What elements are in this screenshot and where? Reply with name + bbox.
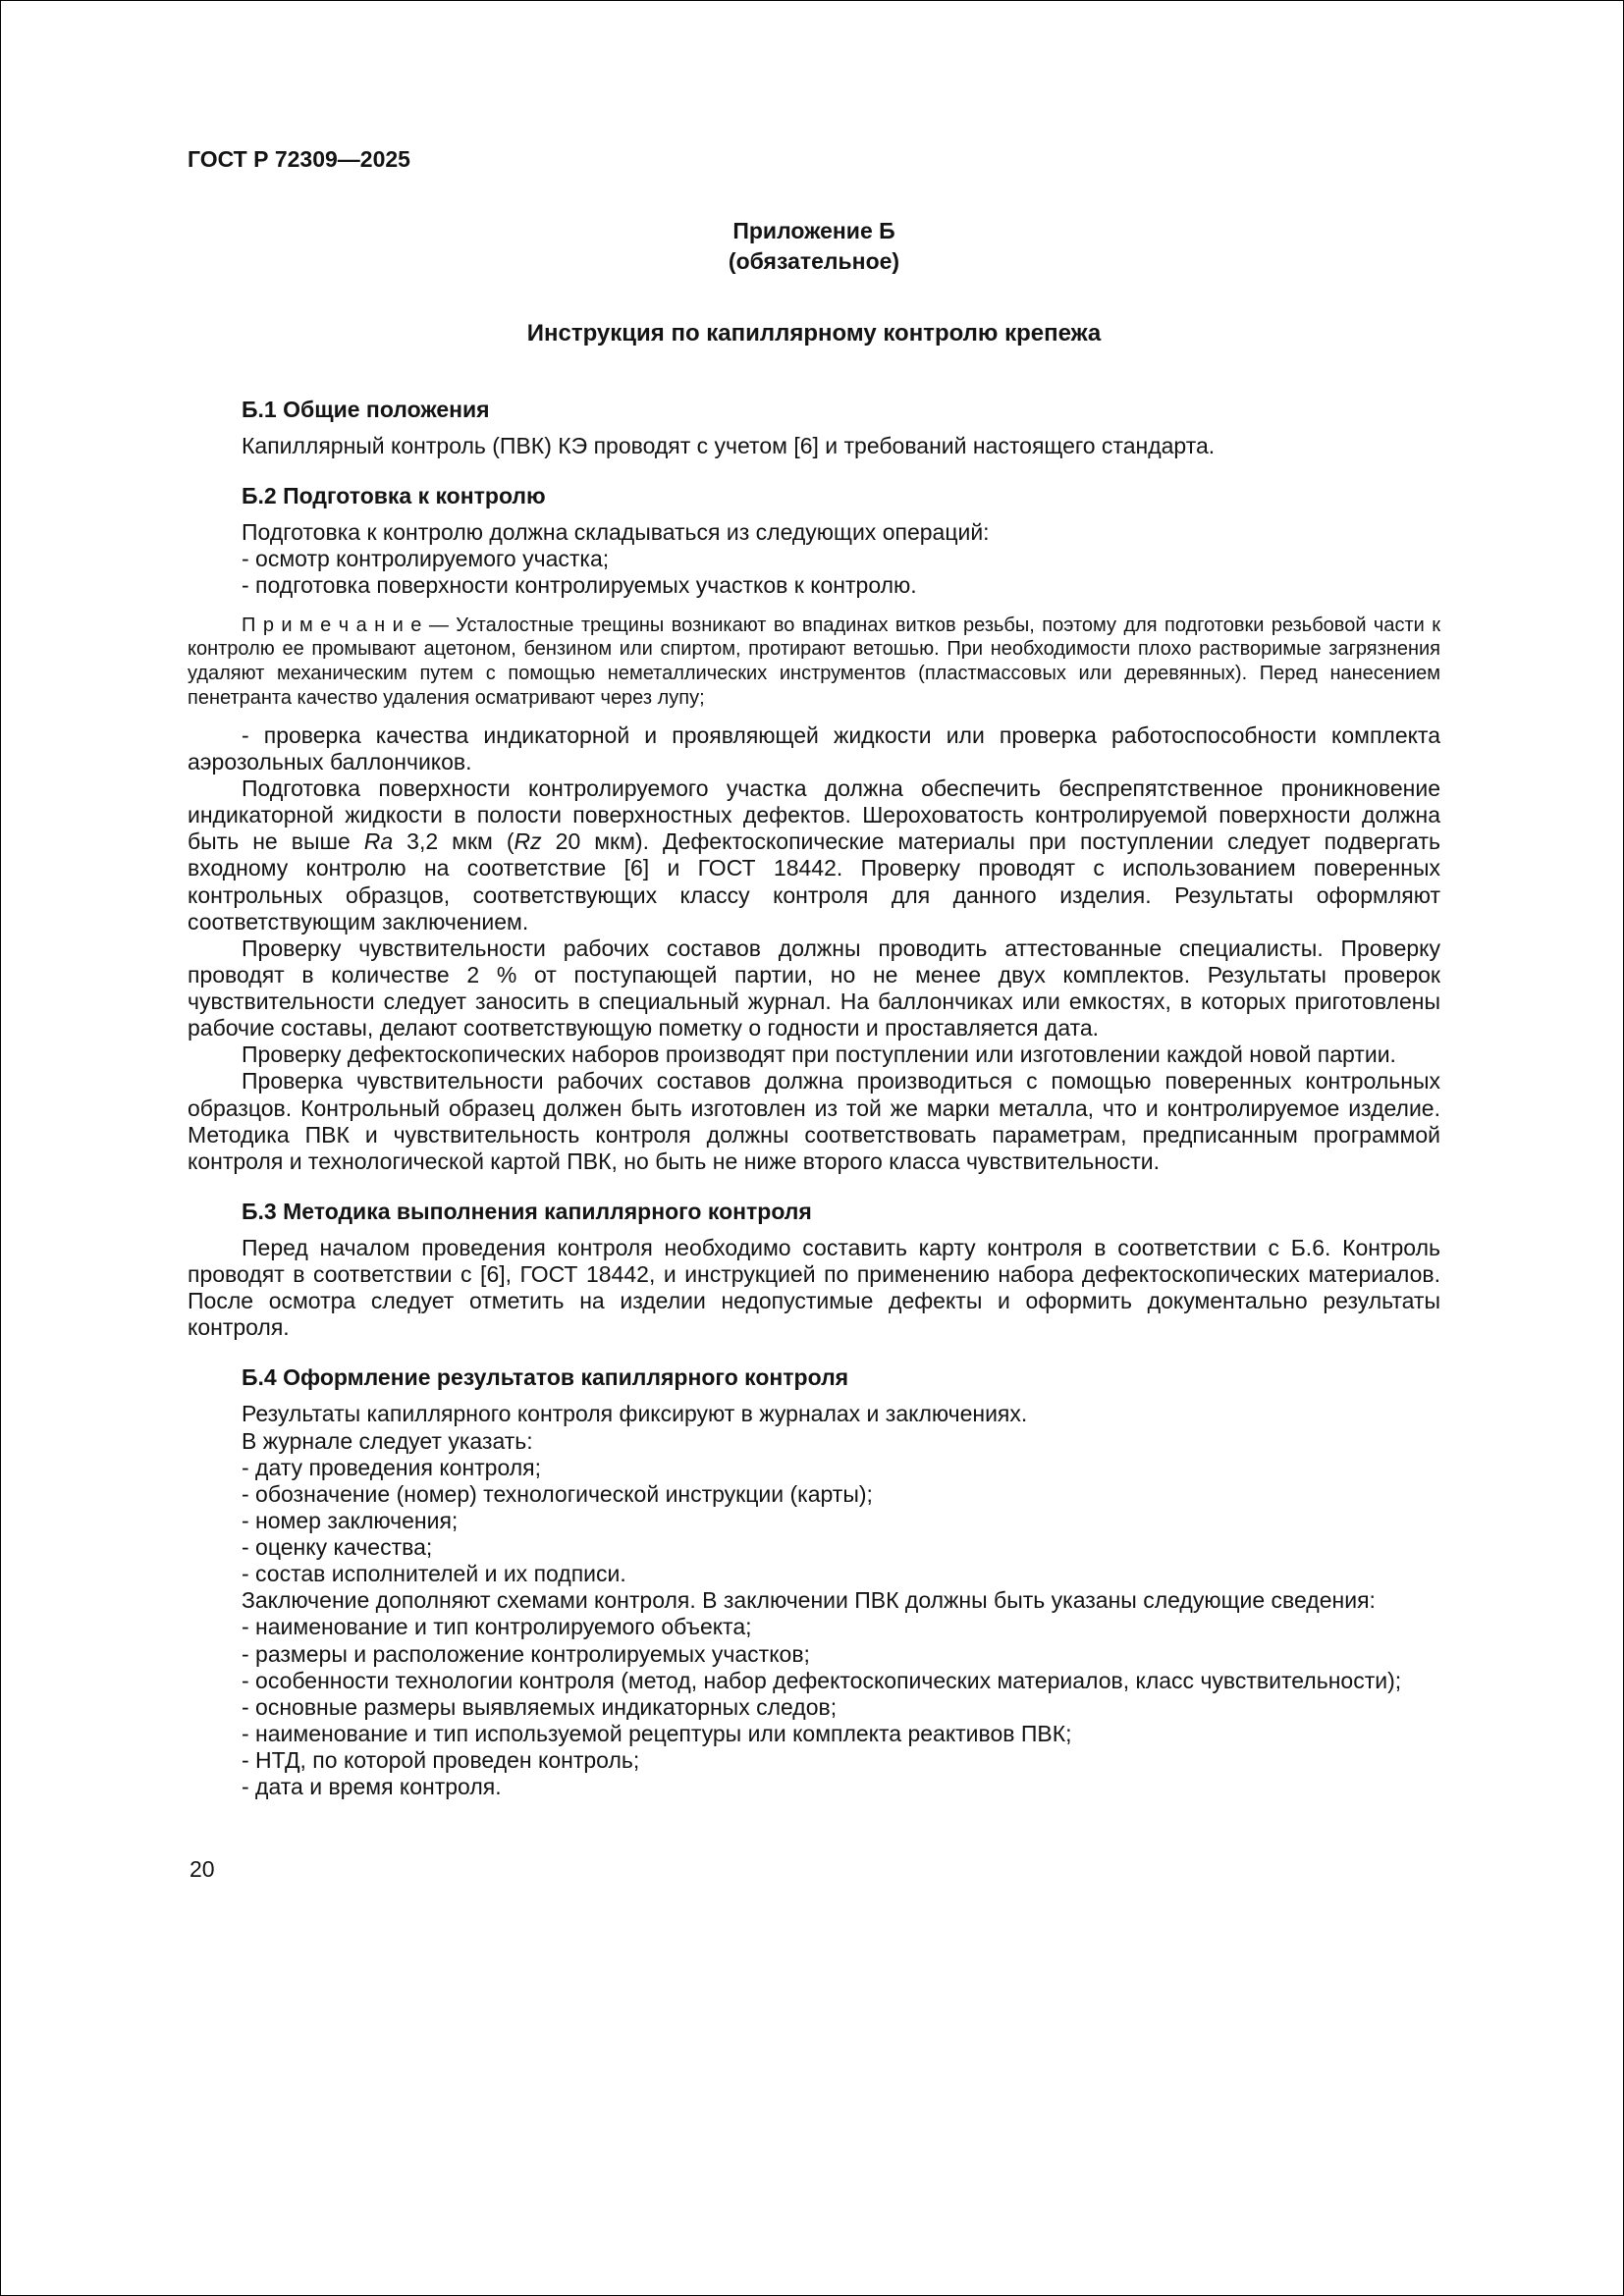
document-title: Инструкция по капиллярному контролю крепежа — [526, 320, 1102, 347]
paragraph: Проверку дефектоскопических наборов производят при поступлении или изготовлении каждой новой партии. — [242, 1041, 1396, 1068]
section-heading-b1: Б.1 Общие положения — [242, 397, 490, 423]
paragraph: Проверку чувствительности рабочих составов должны проводить аттестованные специалисты. Проверку проводят в количестве 2 % от поступающей партии, но не менее двух комплектов. Результаты проверок чувствительности следует заносить в специальный журнал. На баллончиках или емкостях, в которых приготовлены рабочие составы, делают соответствующую пометку о годности и проставляется дата. — [188, 934, 1440, 1041]
list-item: - наименование и тип используемой рецептуры или комплекта реактивов ПВК; — [242, 1720, 1072, 1746]
page-content — [188, 146, 1440, 1800]
list-item: - размеры и расположение контролируемых участков; — [242, 1640, 810, 1667]
paragraph-segment: 3,2 мкм ( — [393, 828, 514, 855]
list-item: - номер заключения; — [242, 1507, 459, 1533]
list-item: - подготовка поверхности контролируемых участков к контролю. — [242, 572, 917, 599]
section-heading-b2: Б.2 Подготовка к контролю — [242, 483, 546, 509]
list-item: - дату проведения контроля; — [242, 1454, 542, 1480]
list-item: - особенности технологии контроля (метод, набор дефектоскопических материалов, класс чувствительности); — [242, 1667, 1402, 1693]
page-header: ГОСТ Р 72309—2025 — [188, 146, 410, 172]
appendix-status: (обязательное) — [728, 248, 900, 275]
list-item: - обозначение (номер) технологической инструкции (карты); — [242, 1480, 873, 1507]
list-item: - осмотр контролируемого участка; — [242, 546, 610, 572]
list-item: - НТД, по которой проведен контроль; — [242, 1747, 640, 1774]
paragraph: Проверка чувствительности рабочих составов должна производиться с помощью поверенных контрольных образцов. Контрольный образец должен быть изготовлен из той же марки металла, что и контролируемое изделие. Методика ПВК и чувствительность контроля должны соответствовать параметрам, предписанным программой контроля и технологической картой ПВК, но быть не ниже второго класса чувствительности. — [188, 1068, 1440, 1174]
section-heading-b4: Б.4 Оформление результатов капиллярного контроля — [242, 1364, 849, 1391]
list-item: - оценку качества; — [242, 1534, 433, 1561]
paragraph: Перед началом проведения контроля необходимо составить карту контроля в соответствии с Б.6. Контроль проводят в соответствии с [6], ГОСТ 18442, и инструкцией по применению набора дефектоскопических материалов. После осмотра следует отметить на изделии недопустимые дефекты и оформить документально результаты контроля. — [188, 1234, 1440, 1341]
ra-symbol: Ra — [363, 828, 394, 855]
list-item: - дата и время контроля. — [242, 1774, 502, 1800]
paragraph: Капиллярный контроль (ПВК) КЭ проводят с учетом [6] и требований настоящего стандарта. — [242, 433, 1216, 459]
page-number: 20 — [189, 1856, 215, 1882]
list-item: - состав исполнителей и их подписи. — [242, 1561, 626, 1587]
note-paragraph: П р и м е ч а н и е — Усталостные трещины возникают во впадинах витков резьбы, поэтому для подготовки резьбовой части к контролю ее промывают ацетоном, бензином или спиртом, протирают ветошью. При необходимости плохо растворимые загрязнения удаляют механическим путем с помощью неметаллических инструментов (пластмассовых или деревянных). Перед нанесением пенетранта качество удаления осматривают через лупу; — [188, 614, 1440, 709]
rz-symbol: Rz — [514, 828, 542, 855]
paragraph: Заключение дополняют схемами контроля. В заключении ПВК должны быть указаны следующие сведения: — [242, 1587, 1376, 1614]
appendix-block — [188, 216, 1440, 277]
paragraph: - проверка качества индикаторной и проявляющей жидкости или проверка работоспособности комплекта аэрозольных баллончиков. — [188, 721, 1440, 774]
paragraph — [188, 775, 1440, 935]
paragraph: Подготовка к контролю должна складываться из следующих операций: — [242, 519, 990, 546]
paragraph: Результаты капиллярного контроля фиксируют в журналах и заключениях. — [242, 1401, 1028, 1427]
list-item: - наименование и тип контролируемого объекта; — [242, 1614, 752, 1640]
list-item: - основные размеры выявляемых индикаторных следов; — [242, 1693, 838, 1720]
appendix-label: Приложение Б — [732, 218, 895, 243]
paragraph: В журнале следует указать: — [242, 1427, 533, 1454]
section-heading-b3: Б.3 Методика выполнения капиллярного контроля — [242, 1198, 812, 1224]
paragraph-segment: 20 мкм). Дефектоскопические материалы при поступлении следует подвергать входному контролю на соответствие [6] и ГОСТ 18442. Проверку проводят с использованием поверенных контрольных образцов, соответствующих классу контроля для данного изделия. Результаты оформляют соответствующим заключением. — [188, 828, 1440, 934]
paragraph-segment: Подготовка поверхности контролируемого участка должна обеспечить беспрепятственное проникновение индикаторной жидкости в полости поверхностных дефектов. Шероховатость контролируемой поверхности должна быть не выше — [188, 775, 1440, 855]
